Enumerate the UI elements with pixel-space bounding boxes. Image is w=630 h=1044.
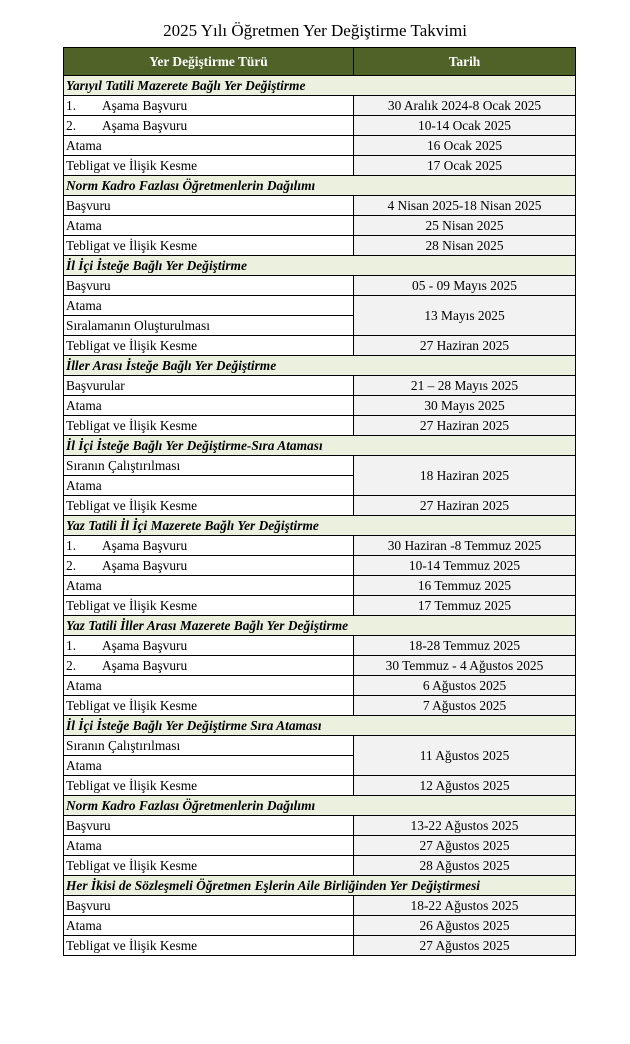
row-label: Tebligat ve İlişik Kesme (66, 337, 198, 353)
row-label: Başvuru (66, 897, 111, 913)
table-row (64, 936, 576, 956)
row-date: 17 Ocak 2025 (354, 156, 576, 176)
row-label: Tebligat ve İlişik Kesme (66, 697, 198, 713)
row-label-cell (64, 216, 354, 236)
row-label: Atama (66, 577, 102, 593)
table-row (64, 676, 576, 696)
row-label-cell (64, 316, 354, 336)
stage-number: 2. (66, 657, 77, 673)
row-date: 6 Ağustos 2025 (354, 676, 576, 696)
table-row (64, 856, 576, 876)
row-date: 25 Nisan 2025 (354, 216, 576, 236)
table-row (64, 496, 576, 516)
row-label-cell (64, 236, 354, 256)
table-row (64, 736, 576, 756)
table-row (64, 96, 576, 116)
page-title: 2025 Yılı Öğretmen Yer Değiştirme Takvimi (163, 21, 467, 40)
section-heading-row (64, 716, 576, 736)
row-date: 30 Temmuz - 4 Ağustos 2025 (354, 656, 576, 676)
table-header-row (64, 48, 576, 76)
row-label: Atama (66, 397, 102, 413)
row-label: Tebligat ve İlişik Kesme (66, 237, 198, 253)
row-label: Aşama Başvuru (102, 557, 188, 573)
stage-number: 2. (66, 117, 77, 133)
row-label-cell (64, 816, 354, 836)
row-date: 13-22 Ağustos 2025 (354, 816, 576, 836)
table-row (64, 376, 576, 396)
row-date: 10-14 Ocak 2025 (354, 116, 576, 136)
row-date: 27 Haziran 2025 (354, 336, 576, 356)
row-label: Sıranın Çalıştırılması (66, 737, 181, 753)
table-row (64, 556, 576, 576)
row-date: 16 Ocak 2025 (354, 136, 576, 156)
row-label-cell (64, 296, 354, 316)
row-label-cell (64, 856, 354, 876)
row-label: Sıranın Çalıştırılması (66, 457, 181, 473)
row-label-cell (64, 276, 354, 296)
row-label-cell (64, 576, 354, 596)
section-heading-row (64, 256, 576, 276)
row-label-cell (64, 496, 354, 516)
stage-number: 1. (66, 97, 77, 113)
row-date: 05 - 09 Mayıs 2025 (354, 276, 576, 296)
row-label-cell (64, 696, 354, 716)
row-date: 21 – 28 Mayıs 2025 (354, 376, 576, 396)
row-date: 27 Ağustos 2025 (354, 936, 576, 956)
row-date: 27 Ağustos 2025 (354, 836, 576, 856)
row-date: 12 Ağustos 2025 (354, 776, 576, 796)
row-label-cell (64, 396, 354, 416)
table-row (64, 456, 576, 476)
row-label: Tebligat ve İlişik Kesme (66, 417, 198, 433)
row-label-cell (64, 656, 354, 676)
row-label: Atama (66, 297, 102, 313)
row-label-cell (64, 456, 354, 476)
table-row (64, 636, 576, 656)
section-heading-row (64, 876, 576, 896)
row-date: 17 Temmuz 2025 (354, 596, 576, 616)
table-row (64, 916, 576, 936)
table-row (64, 576, 576, 596)
row-label: Tebligat ve İlişik Kesme (66, 937, 198, 953)
section-heading: İl İçi İsteğe Bağlı Yer Değiştirme Sıra Ataması (64, 716, 576, 736)
schedule-table (63, 47, 576, 956)
row-label-cell (64, 736, 354, 756)
stage-number: 2. (66, 557, 77, 573)
row-label-cell (64, 596, 354, 616)
section-heading: Norm Kadro Fazlası Öğretmenlerin Dağılımı (64, 796, 576, 816)
section-heading-row (64, 796, 576, 816)
row-label-cell (64, 116, 354, 136)
row-label: Başvuru (66, 277, 111, 293)
table-row (64, 396, 576, 416)
row-label: Tebligat ve İlişik Kesme (66, 777, 198, 793)
table-row (64, 836, 576, 856)
row-label-cell (64, 536, 354, 556)
section-heading: İl İçi İsteğe Bağlı Yer Değiştirme-Sıra Ataması (64, 436, 576, 456)
row-label: Aşama Başvuru (102, 537, 188, 553)
row-label: Tebligat ve İlişik Kesme (66, 497, 198, 513)
section-heading: Norm Kadro Fazlası Öğretmenlerin Dağılımı (64, 176, 576, 196)
row-label-cell (64, 556, 354, 576)
row-date: 28 Ağustos 2025 (354, 856, 576, 876)
section-heading-row (64, 176, 576, 196)
table-row (64, 336, 576, 356)
section-heading: İl İçi İsteğe Bağlı Yer Değiştirme (64, 256, 576, 276)
row-date: 27 Haziran 2025 (354, 416, 576, 436)
table-row (64, 656, 576, 676)
row-date: 13 Mayıs 2025 (354, 296, 576, 336)
row-label: Aşama Başvuru (102, 117, 188, 133)
table-row (64, 816, 576, 836)
row-date: 30 Aralık 2024-8 Ocak 2025 (354, 96, 576, 116)
row-label: Tebligat ve İlişik Kesme (66, 597, 198, 613)
section-heading: Yaz Tatili İller Arası Mazerete Bağlı Yer Değiştirme (64, 616, 576, 636)
row-label-cell (64, 936, 354, 956)
section-heading-row (64, 76, 576, 96)
row-date: 10-14 Temmuz 2025 (354, 556, 576, 576)
table-row (64, 596, 576, 616)
row-label: Atama (66, 137, 102, 153)
row-date: 28 Nisan 2025 (354, 236, 576, 256)
row-date: 16 Temmuz 2025 (354, 576, 576, 596)
table-row (64, 216, 576, 236)
row-label: Aşama Başvuru (102, 637, 188, 653)
row-date: 18-28 Temmuz 2025 (354, 636, 576, 656)
row-label: Atama (66, 917, 102, 933)
row-date: 26 Ağustos 2025 (354, 916, 576, 936)
table-row (64, 536, 576, 556)
row-date: 7 Ağustos 2025 (354, 696, 576, 716)
row-label-cell (64, 836, 354, 856)
stage-number: 1. (66, 537, 77, 553)
section-heading: Yarıyıl Tatili Mazerete Bağlı Yer Değiştirme (64, 76, 576, 96)
row-date: 27 Haziran 2025 (354, 496, 576, 516)
row-label-cell (64, 636, 354, 656)
row-label: Atama (66, 217, 102, 233)
table-row (64, 196, 576, 216)
row-date: 18-22 Ağustos 2025 (354, 896, 576, 916)
row-label: Sıralamanın Oluşturulması (66, 317, 210, 333)
table-row (64, 296, 576, 316)
section-heading-row (64, 356, 576, 376)
table-row (64, 416, 576, 436)
table-row (64, 156, 576, 176)
table-row (64, 776, 576, 796)
row-label-cell (64, 776, 354, 796)
row-label-cell (64, 416, 354, 436)
row-label: Aşama Başvuru (102, 97, 188, 113)
row-label-cell (64, 756, 354, 776)
table-row (64, 236, 576, 256)
section-heading: Yaz Tatili İl İçi Mazerete Bağlı Yer Değiştirme (64, 516, 576, 536)
table-row (64, 116, 576, 136)
row-label-cell (64, 336, 354, 356)
row-date: 30 Haziran -8 Temmuz 2025 (354, 536, 576, 556)
table-row (64, 276, 576, 296)
row-label: Başvurular (66, 377, 125, 393)
row-label-cell (64, 196, 354, 216)
section-heading: İller Arası İsteğe Bağlı Yer Değiştirme (64, 356, 576, 376)
row-label-cell (64, 136, 354, 156)
row-label-cell (64, 96, 354, 116)
row-label: Atama (66, 677, 102, 693)
table-row (64, 896, 576, 916)
row-label: Atama (66, 837, 102, 853)
row-label-cell (64, 676, 354, 696)
row-label: Tebligat ve İlişik Kesme (66, 157, 198, 173)
row-label-cell (64, 156, 354, 176)
header-type: Yer Değiştirme Türü (64, 48, 354, 76)
row-date: 18 Haziran 2025 (354, 456, 576, 496)
row-label-cell (64, 376, 354, 396)
section-heading-row (64, 616, 576, 636)
stage-number: 1. (66, 637, 77, 653)
table-body (64, 76, 576, 956)
row-label: Tebligat ve İlişik Kesme (66, 857, 198, 873)
table-row (64, 136, 576, 156)
row-label-cell (64, 476, 354, 496)
row-date: 30 Mayıs 2025 (354, 396, 576, 416)
header-date: Tarih (354, 48, 576, 76)
row-label-cell (64, 896, 354, 916)
row-label: Atama (66, 757, 102, 773)
row-label: Başvuru (66, 197, 111, 213)
row-label: Aşama Başvuru (102, 657, 188, 673)
section-heading-row (64, 436, 576, 456)
row-label-cell (64, 916, 354, 936)
row-label: Atama (66, 477, 102, 493)
row-date: 11 Ağustos 2025 (354, 736, 576, 776)
row-date: 4 Nisan 2025-18 Nisan 2025 (354, 196, 576, 216)
row-label: Başvuru (66, 817, 111, 833)
table-row (64, 696, 576, 716)
section-heading-row (64, 516, 576, 536)
section-heading: Her İkisi de Sözleşmeli Öğretmen Eşlerin Aile Birliğinden Yer Değiştirmesi (64, 876, 576, 896)
